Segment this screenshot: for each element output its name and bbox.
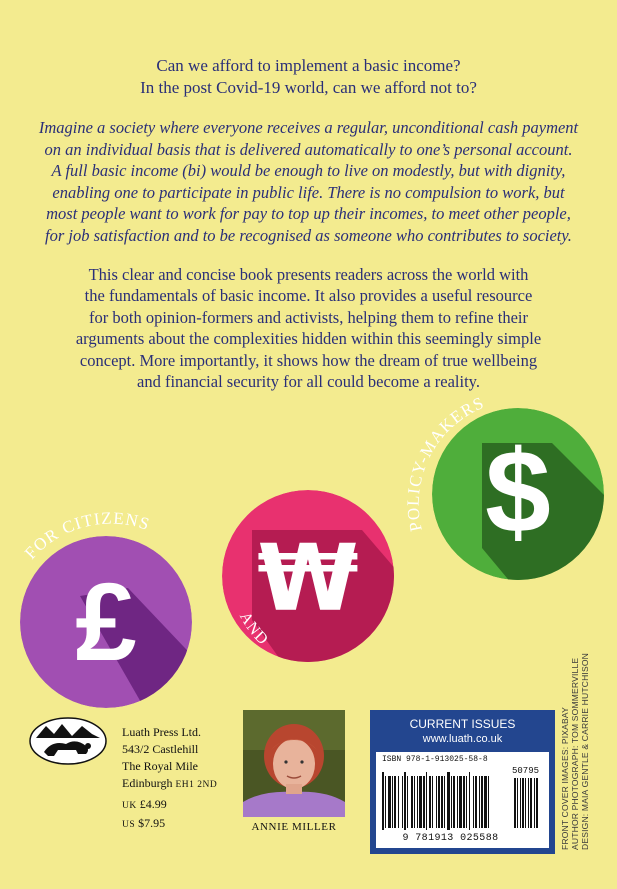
- blurb-italic-line: for job satisfaction and to be recognised as someone who contributes to society.: [45, 225, 572, 245]
- image-credits: [560, 650, 600, 850]
- caption-and: AND: [236, 609, 272, 649]
- publisher-city: Edinburgh: [122, 776, 173, 790]
- barcode-addon-bar: [525, 778, 526, 828]
- barcode-bar: [441, 776, 443, 828]
- barcode-addon-bar: [522, 778, 524, 828]
- caption-policy-makers: POLICY-MAKERS: [403, 392, 488, 534]
- blurb-body-line: and financial security for all could become a reality.: [137, 372, 480, 392]
- barcode-bar: [402, 776, 403, 828]
- barcode-bar: [469, 772, 470, 830]
- barcode-bar: [444, 776, 445, 828]
- author-name: ANNIE MILLER: [251, 821, 337, 833]
- isbn-text: ISBN 978-1-913025-58-8: [382, 755, 488, 764]
- blurb-body-line: for both opinion-formers and activists, helping them to refine their: [89, 307, 528, 327]
- barcode-bar: [473, 776, 474, 828]
- blurb-italic-line: enabling one to participate in public life. There is no compulsion to work, but: [52, 182, 565, 202]
- barcode-bar: [488, 776, 489, 828]
- credit-line-2: AUTHOR PHOTOGRAPH: TOM SOMMERVILLE: [570, 657, 580, 850]
- barcode-bar: [392, 776, 393, 828]
- dollar-icon: $: [485, 426, 551, 558]
- barcode-addon-bar: [536, 778, 538, 828]
- barcode-bar: [466, 776, 467, 828]
- barcode-bar: [394, 776, 396, 828]
- tagline-line-1: Can we afford to implement a basic income?: [156, 56, 461, 75]
- barcode-bar: [453, 776, 455, 828]
- barcode-bar: [432, 776, 433, 828]
- barcode-bar: [407, 776, 408, 828]
- barcode-addon-bar: [534, 778, 535, 828]
- price-uk: [122, 796, 167, 815]
- blurb-body-line: the fundamentals of basic income. It also provides a useful resource: [84, 286, 533, 306]
- barcode-bar: [459, 776, 462, 828]
- barcode-bar: [411, 776, 413, 828]
- blurb-body-line: This clear and concise book presents readers across the world with: [88, 265, 529, 284]
- series-title: CURRENT ISSUES: [409, 717, 516, 731]
- barcode-bar: [426, 772, 427, 830]
- publisher-address-line-2: The Royal Mile: [122, 759, 198, 773]
- ean-number: 9 781913 025588: [402, 833, 499, 844]
- barcode-bar: [388, 776, 391, 828]
- barcode-bar: [475, 776, 477, 828]
- won-icon: ₩: [257, 525, 359, 632]
- credit-line-1: FRONT COVER IMAGES: PIXABAY: [560, 706, 570, 850]
- blurb-body-line: concept. More importantly, it shows how the dream of true wellbeing: [79, 350, 538, 370]
- barcode-addon-bar: [528, 778, 529, 828]
- author-photo: [243, 710, 345, 817]
- credit-line-3: DESIGN: MAIA GENTLE & CARRIE HUTCHISON: [580, 653, 590, 850]
- blurb-italic-line: on an individual basis that is delivered automatically to one’s personal account.: [44, 139, 573, 159]
- blurb-italic-line: A full basic income (bi) would be enough to live on modestly, but with dignity,: [51, 161, 566, 181]
- price-us-value: $7.95: [138, 816, 166, 830]
- barcode-bar: [404, 772, 406, 830]
- blurb-italic-line: most people want to work for pay to top up their incomes, to meet other people,: [46, 204, 571, 224]
- publisher-website: www.luath.co.uk: [422, 733, 503, 745]
- luath-press-logo: [28, 716, 108, 766]
- barcode-bar: [438, 776, 440, 828]
- blurb-italic-line: Imagine a society where everyone receives a regular, unconditional cash payment: [38, 118, 579, 137]
- tagline-line-2: In the post Covid-19 world, can we afford not to?: [140, 78, 477, 97]
- publisher-city-line: [122, 775, 217, 794]
- publisher-address: [122, 724, 217, 794]
- barcode-bar: [484, 776, 487, 828]
- barcode-bar: [481, 776, 483, 828]
- publisher-address-line-1: 543/2 Castlehill: [122, 742, 199, 756]
- barcode-panel: [370, 710, 555, 854]
- barcode-addon-number: 50795: [512, 766, 540, 776]
- barcode-addon-bar: [520, 778, 521, 828]
- barcode-bar: [398, 776, 399, 828]
- barcode-addon-bar: [517, 778, 518, 828]
- prices: [122, 796, 167, 834]
- barcode-bar: [414, 776, 415, 828]
- price-us-label: US: [122, 820, 136, 830]
- barcode-bar: [429, 776, 431, 828]
- barcode-bar: [451, 776, 452, 828]
- price-us: [122, 815, 167, 834]
- barcode-bar: [417, 776, 418, 828]
- barcode-bar: [419, 776, 422, 828]
- barcode-bar: [447, 772, 450, 830]
- barcode-addon-bar: [514, 778, 516, 828]
- barcode-bar: [457, 776, 458, 828]
- barcode-bar: [463, 776, 465, 828]
- price-uk-value: £4.99: [139, 797, 167, 811]
- barcode-bar: [479, 776, 480, 828]
- publisher-postcode: EH1 2ND: [175, 780, 218, 790]
- pound-icon: £: [75, 561, 137, 684]
- publisher-name: Luath Press Ltd.: [122, 725, 201, 739]
- blurb-body-line: arguments about the complexities hidden within this seemingly simple: [75, 329, 542, 349]
- barcode-bar: [385, 776, 386, 828]
- barcode-bars: [382, 766, 547, 832]
- price-uk-label: UK: [122, 801, 137, 811]
- barcode-addon-bar: [530, 778, 532, 828]
- caption-for-citizens: FOR CITIZENS: [20, 508, 153, 563]
- barcode-bar: [382, 772, 384, 830]
- barcode-bar: [436, 776, 437, 828]
- barcode-bar: [423, 776, 425, 828]
